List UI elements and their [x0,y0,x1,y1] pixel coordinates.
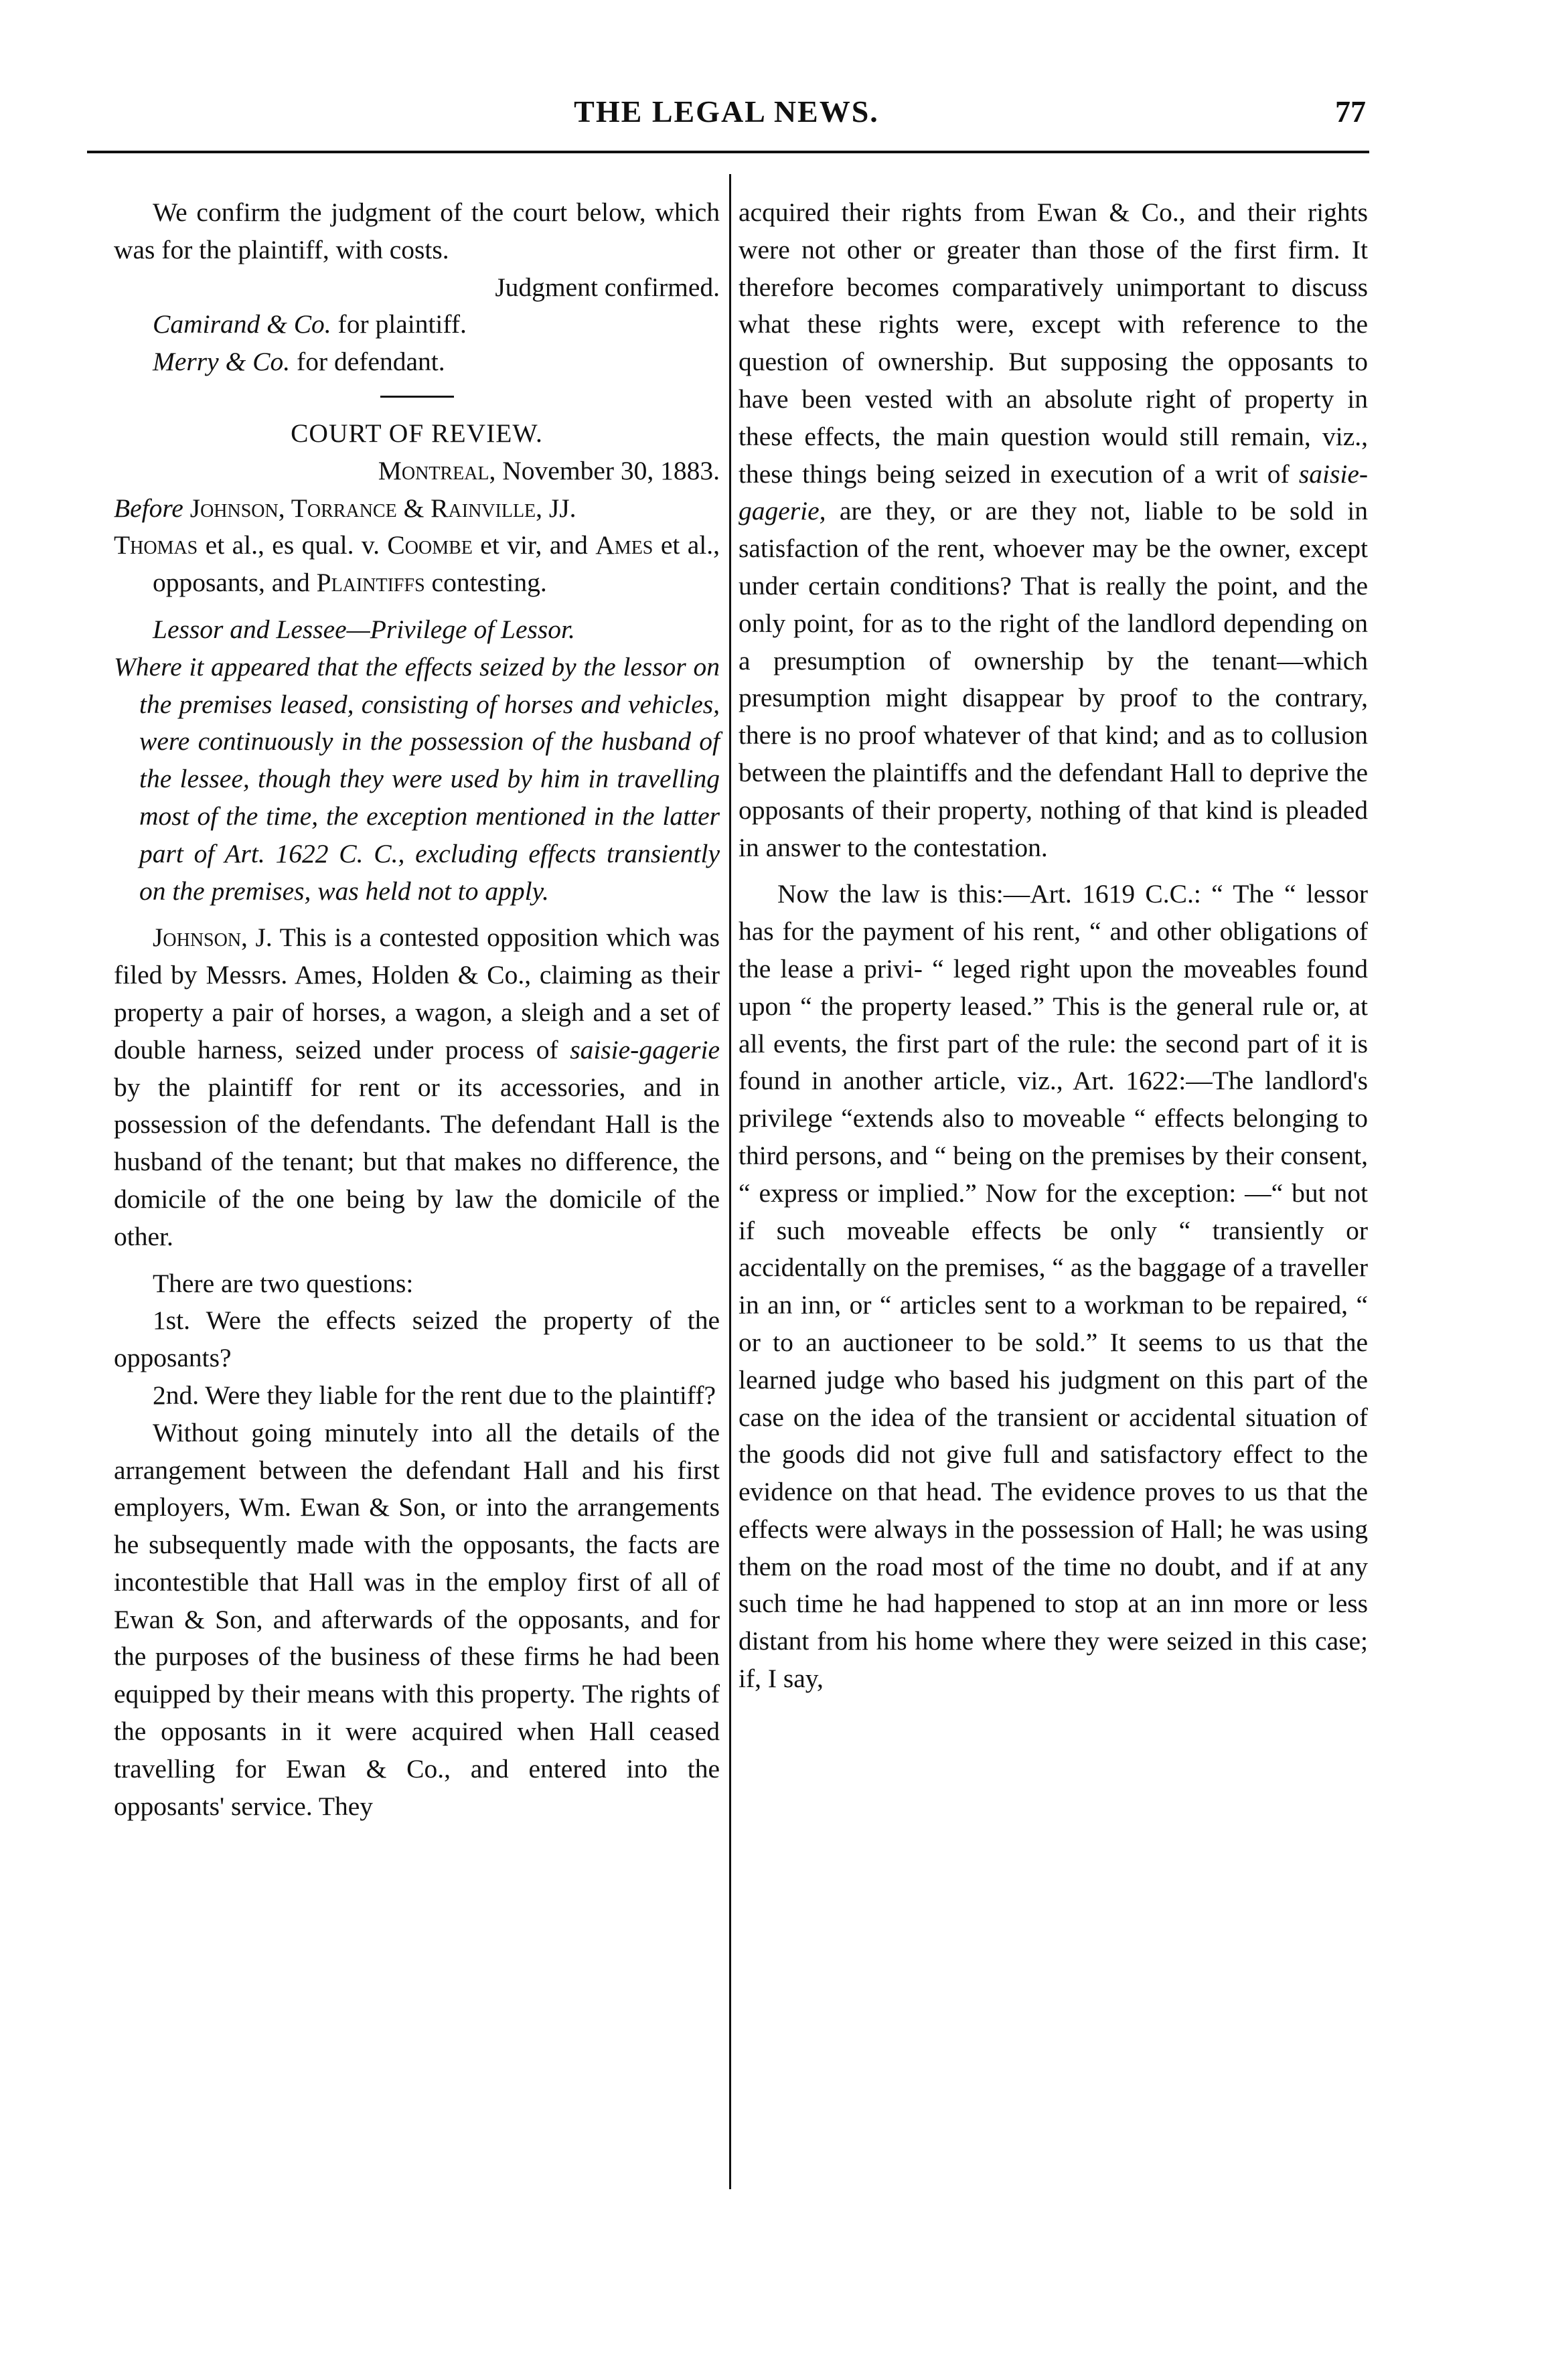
party-ames: Ames [595,530,653,560]
running-title: THE LEGAL NEWS. [574,94,879,129]
counsel-defendant-role: for defendant. [297,347,445,377]
place: Montreal, [378,455,496,485]
column-divider [729,174,731,2189]
continued-text-2: are they, or are they not, liable to be sold in satisfaction of the rent, whoever may be the owner, except under certain conditions? That is really the point, and the only point, for as to the right of the landlord depending on a presumption of ownership by the tenant—which presumption might disappear by proof to the contrary, there is no proof whatever of that kind; and as to collusion between the plaintiffs and the defendant Hall to deprive the opposants of their property, nothing of that kind is pleaded in answer to the contestation. [739,496,1368,862]
date: November 30, 1883. [502,455,720,485]
place-date [114,453,720,490]
page-number: 77 [1335,94,1366,129]
counsel-plaintiff-name: Camirand & Co. [153,309,331,339]
continued-text-1: acquired their rights from Ewan & Co., and their rights were not other or greater than those of the first firm. It therefore becomes comparatively unimportant to discuss what these rights were, except with reference to the question of ownership. But supposing the opposants to have been vested with an absolute right of property in these effects, the main question would still remain, viz., these things being seized in execution of a writ of [739,197,1368,489]
parties [114,527,720,602]
bench [114,490,720,528]
page-header [87,94,1366,147]
question-1: 1st. Were the effects seized the property of the opposants? [114,1305,720,1373]
parties-text-3: et al., opposants, and [153,530,720,598]
parties-text-4: contesting. [431,568,547,598]
counsel-defendant [114,343,720,381]
bench-judges: Johnson, Torrance & Rainville, [189,493,543,523]
right-column [739,194,1368,1698]
party-plaintiffs: Plaintiffs [316,568,425,598]
bench-jj: JJ. [548,493,576,523]
opinion-term: saisie-gagerie [570,1034,720,1064]
subject-line: Lessor and Lessee—Privilege of Lessor. [153,614,575,644]
questions-intro: There are two questions: [153,1268,414,1298]
continued-term: saisie-gagerie, [739,459,1369,526]
syllabus: Where it appeared that the effects seized by the lessor on the premises leased, consisting of horses and vehicles, were continuously in the possession of the husband of the lessee, though they were used by him in travelling most of the time, the exception mentioned in the latter part of Art. 1622 C. C., excluding effects transiently on the premises, was held not to apply. [114,651,720,906]
judgment-line: Judgment confirmed. [495,272,720,302]
party-thomas: Thomas [114,530,198,560]
opinion-text-2: by the plaintiff for rent or its accessories, and in possession of the defendants. The defendant Hall is the husband of the tenant; but that makes no difference, the domicile of the one being by law the domicile of the other. [114,1072,720,1251]
paragraph-without: Without going minutely into all the details of the arrangement between the defendant Hall and his first employers, Wm. Ewan & Son, or into the arrangements he subsequently made with the opposants, the facts are incontestible that Hall was in the employ first of all of Ewan & Son, and afterwards of the opposants, and for the purposes of the business of these firms he had been equipped by their means with this property. The rights of the opposants in it were acquired when Hall ceased travelling for Ewan & Co., and entered into the opposants' service. They [114,1417,720,1821]
paragraph-continued [739,194,1368,866]
parties-text-1: et al., es qual. v. [205,530,380,560]
header-rule [87,151,1369,153]
bench-before: Before [114,493,183,523]
opinion-paragraph [114,919,720,1255]
opinion-text-1: This is a contested opposition which was filed by Messrs. Ames, Holden & Co., claiming as their property a pair of horses, a wagon, a sleigh and a set of double harness, seized under process of [114,923,720,1064]
question-2: 2nd. Were they liable for the rent due to the plaintiff? [153,1380,716,1410]
left-column [114,194,720,1825]
section-rule [380,396,454,398]
paragraph-law: Now the law is this:—Art. 1619 C.C.: “ The “ lessor has for the payment of his rent, “ and other obligations of the lease a privi- “ leged right upon the moveables found upon “ the property leased.” This is the general rule or, at all events, the first part of the rule: the second part of it is found in another article, viz., Art. 1622:—The landlord's privilege “extends also to moveable “ effects belonging to third persons, and “ being on the premises by their consent, “ express or implied.” Now for the exception: —“ but not if such moveable effects be only “ transiently or accidentally on the premises, “ as the baggage of a traveller in an inn, or “ articles sent to a workman to be repaired, “ or to an auctioneer to be sold.” It seems to us that the learned judge who based his judgment on this part of the case on the idea of the transient or accidental situation of the goods did not give full and satisfactory effect to the evidence on that head. The evidence proves to us that the effects were always in the possession of Hall; he was using them on the road most of the time no doubt, and if at any such time he had happened to stop at an inn more or less distant from his home where they were seized in this case; if, I say, [739,879,1368,1694]
counsel-defendant-name: Merry & Co. [153,347,291,377]
paragraph-judgment-intro: We confirm the judgment of the court below, which was for the plaintiff, with costs. [114,197,720,264]
counsel-plaintiff-role: for plaintiff. [337,309,467,339]
parties-text-2: et vir, and [480,530,588,560]
party-coombe: Coombe [387,530,473,560]
counsel-plaintiff [114,306,720,343]
court-heading: COURT OF REVIEW. [291,418,543,448]
opinion-judge: Johnson, J. [153,923,273,953]
